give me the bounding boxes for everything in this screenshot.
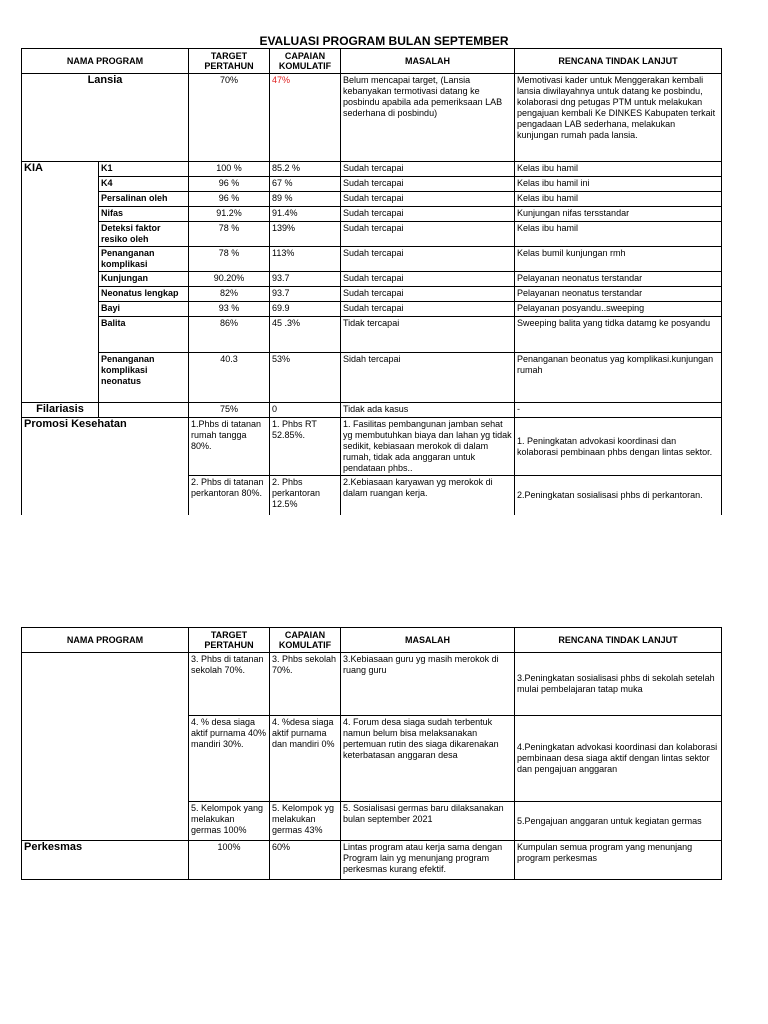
- capaian-value: 67 %: [270, 177, 341, 192]
- table-row: [22, 302, 722, 317]
- header-row: [22, 628, 722, 653]
- masalah-text: Sudah tercapai: [341, 162, 515, 177]
- capaian-value: 47%: [270, 74, 341, 162]
- capaian-value: 60%: [270, 841, 341, 880]
- table-row: [22, 317, 722, 353]
- target-value: 96 %: [189, 177, 270, 192]
- rencana-text: 2.Peningkatan sosialisasi phbs di perkantoran.: [515, 476, 722, 515]
- target-value: 3. Phbs di tatanan sekolah 70%.: [189, 653, 270, 716]
- sub-program: Kunjungan: [99, 272, 189, 287]
- masalah-text: 4. Forum desa siaga sudah terbentuk namun belum bisa melaksanakan pertemuan rutin des siaga dikarenakan keterbatasan anggaran desa: [341, 716, 515, 802]
- program-name-lansia: Lansia: [22, 74, 189, 162]
- rencana-text: 4.Peningkatan advokasi koordinasi dan kolaborasi pembinaan desa siaga aktif dengan lintas sektor dan pengajuan anggaran: [515, 716, 722, 802]
- capaian-value: 45 .3%: [270, 317, 341, 353]
- header-capaian: CAPAIAN KOMULATIF: [270, 628, 341, 653]
- masalah-text: Tidak tercapai: [341, 317, 515, 353]
- capaian-value: 0: [270, 403, 341, 418]
- masalah-text: Sudah tercapai: [341, 287, 515, 302]
- header-masalah: MASALAH: [341, 628, 515, 653]
- rencana-text: Kelas ibu hamil ini: [515, 177, 722, 192]
- capaian-value: 53%: [270, 353, 341, 403]
- target-value: 70%: [189, 74, 270, 162]
- target-value: 100 %: [189, 162, 270, 177]
- masalah-text: Sudah tercapai: [341, 207, 515, 222]
- masalah-text: 3.Kebiasaan guru yg masih merokok di ruang guru: [341, 653, 515, 716]
- header-target: TARGET PERTAHUN: [189, 49, 270, 74]
- sub-program: Penanganan komplikasi: [99, 247, 189, 272]
- table-row: [22, 207, 722, 222]
- target-value: 100%: [189, 841, 270, 880]
- table-row: [22, 476, 722, 515]
- capaian-value: 85.2 %: [270, 162, 341, 177]
- target-value: 78 %: [189, 247, 270, 272]
- rencana-text: 3.Peningkatan sosialisasi phbs di sekolah setelah mulai pembelajaran tatap muka: [515, 653, 722, 716]
- rencana-text: Pelayanan neonatus terstandar: [515, 272, 722, 287]
- target-value: 4. % desa siaga aktif purnama 40% mandiri 30%.: [189, 716, 270, 802]
- target-value: 90.20%: [189, 272, 270, 287]
- capaian-value: 2. Phbs perkantoran 12.5%: [270, 476, 341, 515]
- program-name-filariasis: Filariasis: [22, 403, 99, 418]
- capaian-value: 91.4%: [270, 207, 341, 222]
- target-value: 2. Phbs di tatanan perkantoran 80%.: [189, 476, 270, 515]
- sub-program: Persalinan oleh: [99, 192, 189, 207]
- capaian-value: 5. Kelompok yg melakukan germas 43%: [270, 802, 341, 841]
- table-row: [22, 222, 722, 247]
- target-value: 75%: [189, 403, 270, 418]
- capaian-value: 89 %: [270, 192, 341, 207]
- table-row: [22, 653, 722, 716]
- sub-program: K4: [99, 177, 189, 192]
- table-row-filariasis: [22, 403, 722, 418]
- masalah-text: Sudah tercapai: [341, 192, 515, 207]
- table-row: [22, 247, 722, 272]
- rencana-text: Pelayanan posyandu..sweeping: [515, 302, 722, 317]
- target-value: 82%: [189, 287, 270, 302]
- target-value: 78 %: [189, 222, 270, 247]
- rencana-text: 5.Pengajuan anggaran untuk kegiatan germas: [515, 802, 722, 841]
- rencana-text: Penanganan beonatus yag komplikasi.kunjungan rumah: [515, 353, 722, 403]
- header-rencana: RENCANA TINDAK LANJUT: [515, 628, 722, 653]
- evaluation-table-page-1: [21, 48, 722, 515]
- program-name-promkes: Promosi Kesehatan: [22, 418, 189, 476]
- capaian-value: 1. Phbs RT 52.85%.: [270, 418, 341, 476]
- header-row: [22, 49, 722, 74]
- target-value: 5. Kelompok yang melakukan germas 100%: [189, 802, 270, 841]
- target-value: 86%: [189, 317, 270, 353]
- masalah-text: Sidah tercapai: [341, 353, 515, 403]
- table-row: [22, 287, 722, 302]
- table-row: [22, 353, 722, 403]
- masalah-text: Sudah tercapai: [341, 222, 515, 247]
- sub-program: Balita: [99, 317, 189, 353]
- table-row: [22, 177, 722, 192]
- table-row: [22, 192, 722, 207]
- table-row-lansia: [22, 74, 722, 162]
- rencana-text: Kelas ibu hamil: [515, 222, 722, 247]
- masalah-text: 5. Sosialisasi germas baru dilaksanakan bulan september 2021: [341, 802, 515, 841]
- sub-program: Deteksi faktor resiko oleh: [99, 222, 189, 247]
- masalah-text: 1. Fasilitas pembangunan jamban sehat yg membutuhkan biaya dan lahan yg tidak sedikit, kebiasaan merokok di dalam rumah, tidak ada anggaran untuk pendataan phbs..: [341, 418, 515, 476]
- rencana-text: Kelas bumil kunjungan rmh: [515, 247, 722, 272]
- document-title: EVALUASI PROGRAM BULAN SEPTEMBER: [259, 34, 509, 48]
- sub-program: Neonatus lengkap: [99, 287, 189, 302]
- masalah-text: 2.Kebiasaan karyawan yg merokok di dalam ruangan kerja.: [341, 476, 515, 515]
- capaian-value: 93.7: [270, 272, 341, 287]
- rencana-text: Kelas ibu hamil: [515, 192, 722, 207]
- masalah-text: Tidak ada kasus: [341, 403, 515, 418]
- masalah-text: Sudah tercapai: [341, 302, 515, 317]
- masalah-text: Sudah tercapai: [341, 272, 515, 287]
- rencana-text: Pelayanan neonatus terstandar: [515, 287, 722, 302]
- header-nama-program: NAMA PROGRAM: [22, 628, 189, 653]
- program-name-perkesmas: Perkesmas: [22, 841, 189, 880]
- rencana-text: 1. Peningkatan advokasi koordinasi dan kolaborasi pembinaan phbs dengan lintas sektor.: [515, 418, 722, 476]
- sub-program: K1: [99, 162, 189, 177]
- capaian-value: 69.9: [270, 302, 341, 317]
- masalah-text: Sudah tercapai: [341, 247, 515, 272]
- target-value: 1.Phbs di tatanan rumah tangga 80%.: [189, 418, 270, 476]
- sub-program: Penanganan komplikasi neonatus: [99, 353, 189, 403]
- empty-cell: [22, 653, 189, 841]
- capaian-value: 139%: [270, 222, 341, 247]
- header-capaian: CAPAIAN KOMULATIF: [270, 49, 341, 74]
- header-nama-program: NAMA PROGRAM: [22, 49, 189, 74]
- target-value: 93 %: [189, 302, 270, 317]
- header-rencana: RENCANA TINDAK LANJUT: [515, 49, 722, 74]
- empty-cell: [99, 403, 189, 418]
- sub-program: Bayi: [99, 302, 189, 317]
- masalah-text: Sudah tercapai: [341, 177, 515, 192]
- rencana-text: -: [515, 403, 722, 418]
- rencana-text: Sweeping balita yang tidka datamg ke posyandu: [515, 317, 722, 353]
- program-name-kia: KIA: [22, 162, 99, 403]
- target-value: 91.2%: [189, 207, 270, 222]
- table-row-promkes: [22, 418, 722, 476]
- sub-program: Nifas: [99, 207, 189, 222]
- table-row-perkesmas: [22, 841, 722, 880]
- capaian-value: 3. Phbs sekolah 70%.: [270, 653, 341, 716]
- target-value: 96 %: [189, 192, 270, 207]
- masalah-text: Belum mencapai target, (Lansia kebanyakan termotivasi datang ke posbindu apabila ada pemeriksaan LAB sederhana di posbindu): [341, 74, 515, 162]
- header-masalah: MASALAH: [341, 49, 515, 74]
- capaian-value: 93.7: [270, 287, 341, 302]
- empty-cell: [22, 476, 189, 515]
- table-row: [22, 162, 722, 177]
- rencana-text: Kumpulan semua program yang menunjang program perkesmas: [515, 841, 722, 880]
- capaian-value: 4. %desa siaga aktif purnama dan mandiri 0%: [270, 716, 341, 802]
- rencana-text: Kelas ibu hamil: [515, 162, 722, 177]
- masalah-text: Lintas program atau kerja sama dengan Program lain yg menunjang program perkesmas kurang efektif.: [341, 841, 515, 880]
- table-row: [22, 272, 722, 287]
- rencana-text: Memotivasi kader untuk Menggerakan kembali lansia diwilayahnya untuk datang ke posbindu, kolaborasi dng petugas PTM untuk melakukan pengajuan kembali Ke DINKES Kabupaten terkait pengadaan LAB sederhana, melakukan kunjungan rumah pada lansia.: [515, 74, 722, 162]
- capaian-value: 113%: [270, 247, 341, 272]
- evaluation-table-page-2: [21, 627, 722, 880]
- header-target: TARGET PERTAHUN: [189, 628, 270, 653]
- target-value: 40.3: [189, 353, 270, 403]
- rencana-text: Kunjungan nifas tersstandar: [515, 207, 722, 222]
